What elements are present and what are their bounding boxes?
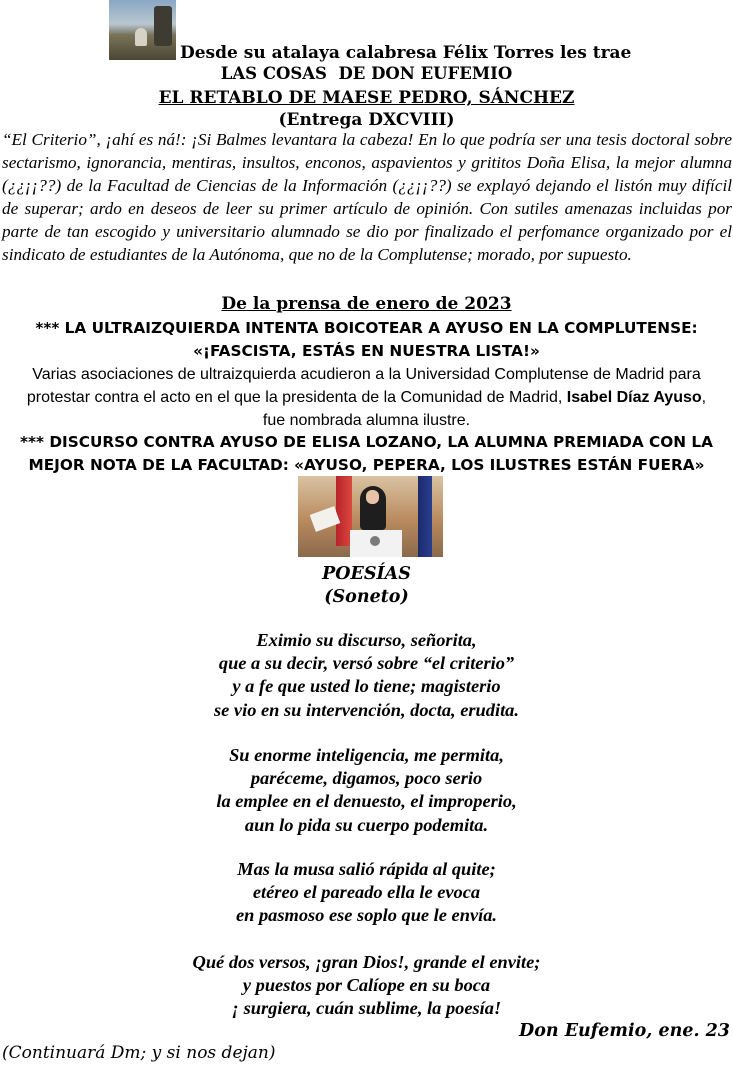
poem-verse: aun lo pida su cuerpo podemita. bbox=[244, 814, 489, 835]
headline-2-line-1: *** DISCURSO CONTRA AYUSO DE ELISA LOZANO, LA ALUMNA PREMIADA CON LA bbox=[20, 433, 713, 451]
news-body-name: Isabel Díaz Ayuso bbox=[566, 389, 702, 406]
poem-verse: Eximio su discurso, señorita, bbox=[256, 630, 477, 650]
poem-verse: ¡ surgiera, cuán sublime, la poesía! bbox=[231, 998, 502, 1019]
poem-verse: paréceme, digamos, poco serio bbox=[250, 768, 483, 789]
press-heading: De la prensa de enero de 2023 bbox=[221, 294, 512, 314]
news-body bbox=[0, 363, 733, 432]
poem-title: POESÍAS bbox=[322, 564, 411, 584]
intro-paragraph: “El Criterio”, ¡ahí es ná!: ¡Si Balmes levantara la cabeza! En lo que podría ser una tesis doctoral sobre sectarismo, ignorancia, mentiras, insultos, enconos, aspavientos y grititos Doña Elisa, la mejor alumna (¿¿¡¡??) de la Facultad de Ciencias de la Información (¿¿¡¡??) se explayó dejando el listón muy difícil de superar; ardo en deseos de leer su primer artículo de opinión. Con sutiles amenazas incluidas por parte de tan escogido y universitario alumnado se dio por finalizado el perfomance organizado por el sindicato de estudiantes de la Autónoma, que no de la Complutense; morado, por supuesto. bbox=[2, 130, 732, 264]
poem-stanza-3 bbox=[0, 858, 733, 928]
headline-1-line-2: «¡FASCISTA, ESTÁS EN NUESTRA LISTA!» bbox=[193, 342, 540, 360]
byline: Desde su atalaya calabresa Félix Torres les trae bbox=[180, 43, 632, 63]
poem-verse: Mas la musa salió rápida al quite; bbox=[237, 859, 496, 879]
section-title: LAS COSAS DE DON EUFEMIO bbox=[220, 64, 513, 83]
poem-stanza-2 bbox=[0, 744, 733, 837]
poem-verse: etéreo el pareado ella le evoca bbox=[252, 882, 481, 903]
poem-subtitle: (Soneto) bbox=[324, 587, 409, 607]
news-body-text-1: Varias asociaciones de ultraizquierda acudieron a la Universidad Complutense de Madrid para protestar contra el acto en el que la presidenta de la Comunidad de Madrid, bbox=[26, 366, 701, 406]
news-body-text-2: , fue nombrada alumna ilustre. bbox=[262, 389, 707, 429]
headline-2-line-2: MEJOR NOTA DE LA FACULTAD: «AYUSO, PEPERA, LOS ILUSTRES ESTÁN FUERA» bbox=[28, 456, 705, 474]
poem-stanza-1 bbox=[0, 629, 733, 722]
poem-verse: en pasmoso ese soplo que le envía. bbox=[235, 905, 498, 926]
issue-number: (Entrega DXCVIII) bbox=[278, 110, 455, 130]
article-title: EL RETABLO DE MAESE PEDRO, SÁNCHEZ bbox=[158, 88, 575, 108]
author-photo bbox=[109, 0, 176, 60]
poem-verse: y puestos por Calíope en su boca bbox=[242, 975, 491, 996]
headline-1-line-1: *** LA ULTRAIZQUIERDA INTENTA BOICOTEAR A AYUSO EN LA COMPLUTENSE: bbox=[35, 319, 698, 337]
poem-verse: Qué dos versos, ¡gran Dios!, grande el envite; bbox=[192, 952, 541, 972]
poem-verse: y a fe que usted lo tiene; magisterio bbox=[232, 676, 501, 697]
poem-verse: que a su decir, versó sobre “el criterio” bbox=[218, 653, 515, 674]
poem-verse: la emplee en el denuesto, el improperio, bbox=[216, 791, 517, 812]
poem-verse: Su enorme inteligencia, me permita, bbox=[229, 745, 504, 765]
poem-verse: se vio en su intervención, docta, erudita. bbox=[214, 699, 519, 720]
signature: Don Eufemio, ene. 23 bbox=[519, 1021, 730, 1041]
continuation-note: (Continuará Dm; y si nos dejan) bbox=[2, 1043, 276, 1063]
speech-photo bbox=[298, 476, 443, 557]
poem-stanza-4 bbox=[0, 951, 733, 1021]
